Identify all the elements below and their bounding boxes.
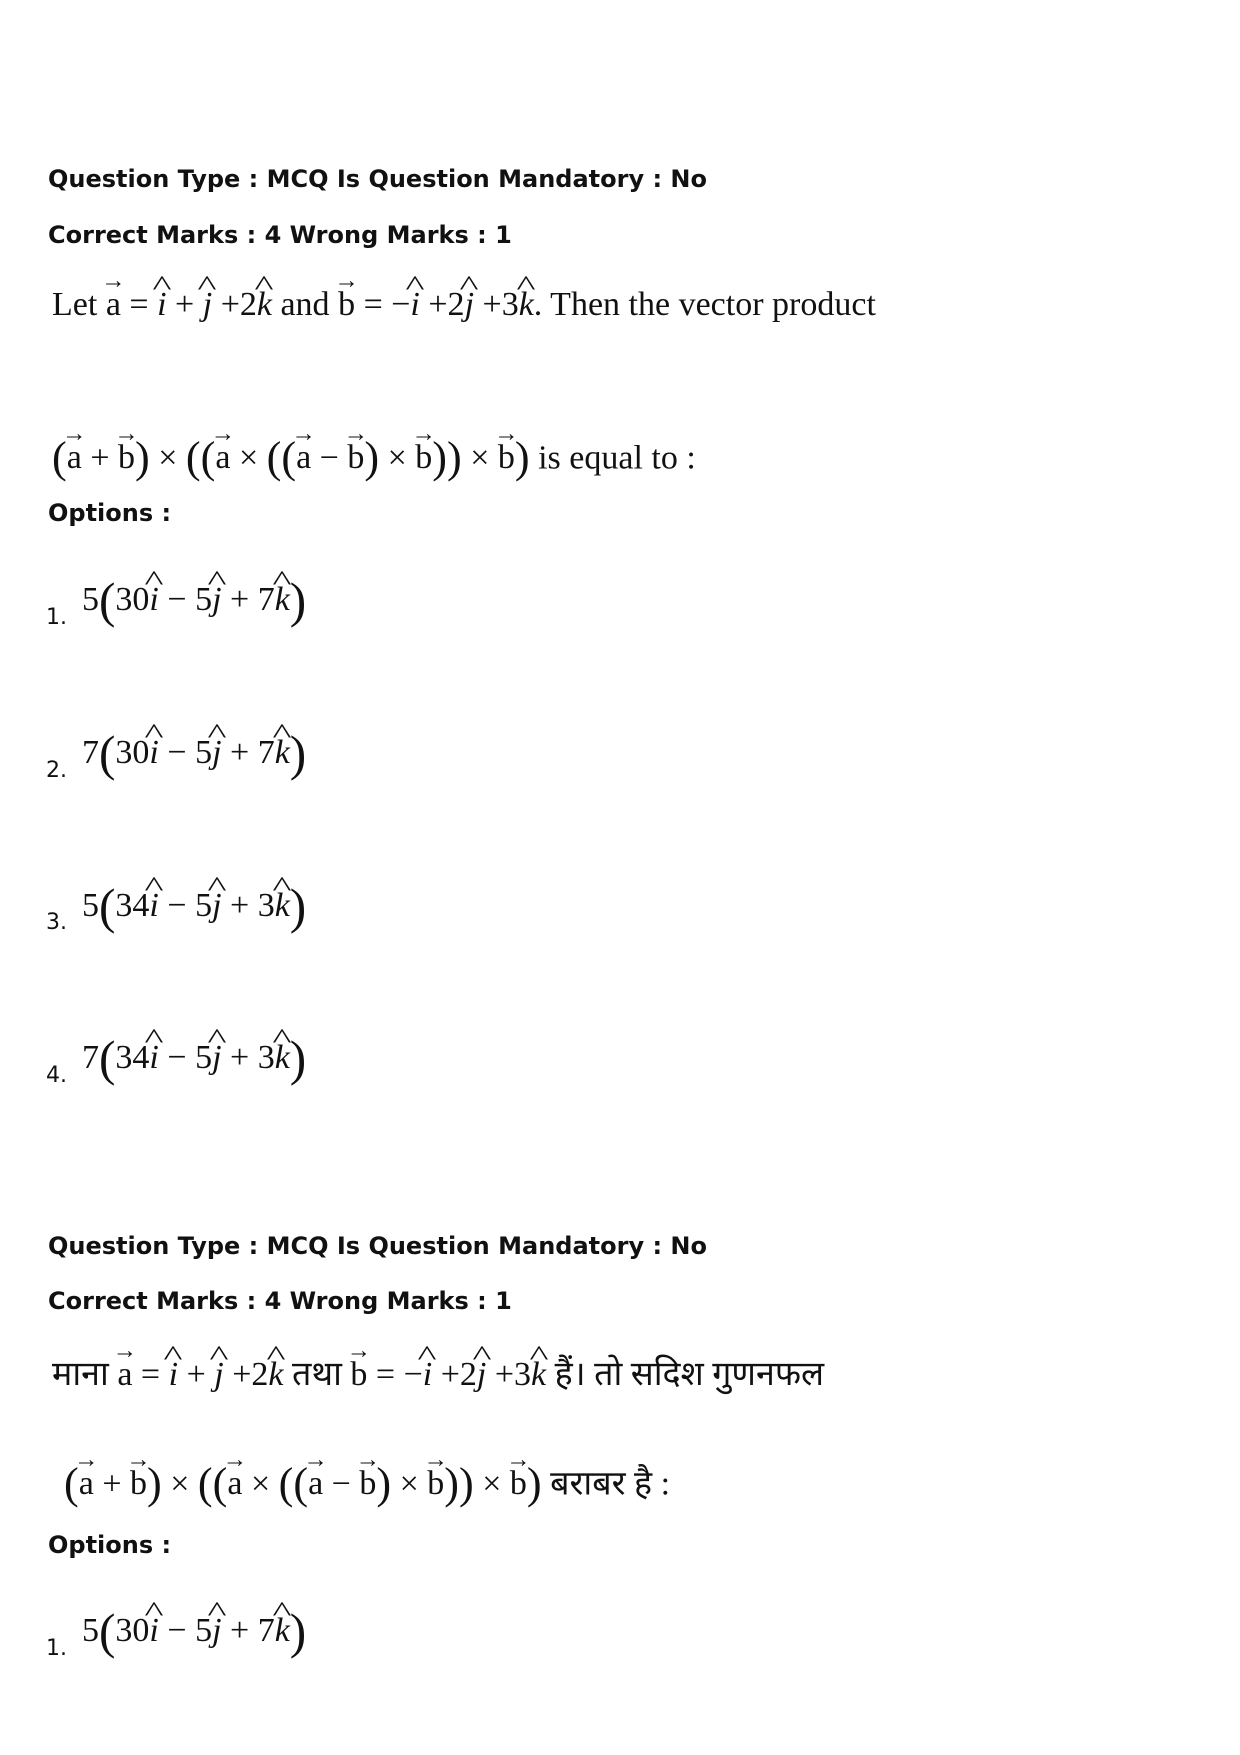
question-type-line: Question Type : MCQ Is Question Mandatory : No [48, 1232, 707, 1260]
option-expression[interactable]: 7(34^ i − 5^ j + 3^ k) [82, 1030, 306, 1087]
vector-b: → b [350, 1356, 367, 1394]
stem-tail: . Then the vector product [533, 286, 876, 323]
question-stem: माना → a = ^ i + ^ j +2^ k तथा → b = −^ i +2^ j +3^ k हैं। तो सदिश गुणनफल [52, 1349, 824, 1395]
stem-connector: and [280, 286, 330, 323]
option-expression[interactable]: 5(30^ i − 5^ j + 7^ k) [82, 1603, 306, 1660]
option-number: 1. [46, 1636, 67, 1661]
stem-intro: Let [52, 286, 98, 323]
question-type-line: Question Type : MCQ Is Question Mandatory : No [48, 165, 707, 193]
expression-tail: is equal to : [538, 439, 696, 477]
vector-b: → b [338, 286, 355, 324]
expression-tail: बराबर है : [550, 1465, 671, 1503]
question-stem: Let → a = ^ i + ^ j +2^ k and → b = −^ i +2^ j +3^ k. Then the vector product [52, 286, 876, 324]
vector-expression: (→ a + → b) × ((→ a × ((→ a − → b) × → b)) × → b) बराबर है : [64, 1458, 670, 1509]
option-expression[interactable]: 5(34^ i − 5^ j + 3^ k) [82, 878, 306, 935]
stem-tail: हैं। तो सदिश गुणनफल [554, 1356, 825, 1393]
option-number: 4. [46, 1063, 67, 1088]
options-label: Options : [48, 1531, 172, 1559]
marks-line: Correct Marks : 4 Wrong Marks : 1 [48, 1287, 512, 1315]
option-number: 3. [46, 910, 67, 935]
options-label: Options : [48, 499, 172, 527]
stem-intro: माना [52, 1356, 109, 1393]
option-number: 1. [46, 605, 67, 630]
stem-connector: तथा [291, 1356, 342, 1393]
vector-a: → a [117, 1356, 132, 1394]
vector-expression: (→ a + → b) × ((→ a × ((→ a − → b) × → b)) × → b) is equal to : [52, 432, 696, 483]
option-number: 2. [46, 758, 67, 783]
marks-line: Correct Marks : 4 Wrong Marks : 1 [48, 221, 512, 249]
vector-a: → a [106, 286, 121, 324]
option-expression[interactable]: 7(30^ i − 5^ j + 7^ k) [82, 725, 306, 782]
option-expression[interactable]: 5(30^ i − 5^ j + 7^ k) [82, 572, 306, 629]
